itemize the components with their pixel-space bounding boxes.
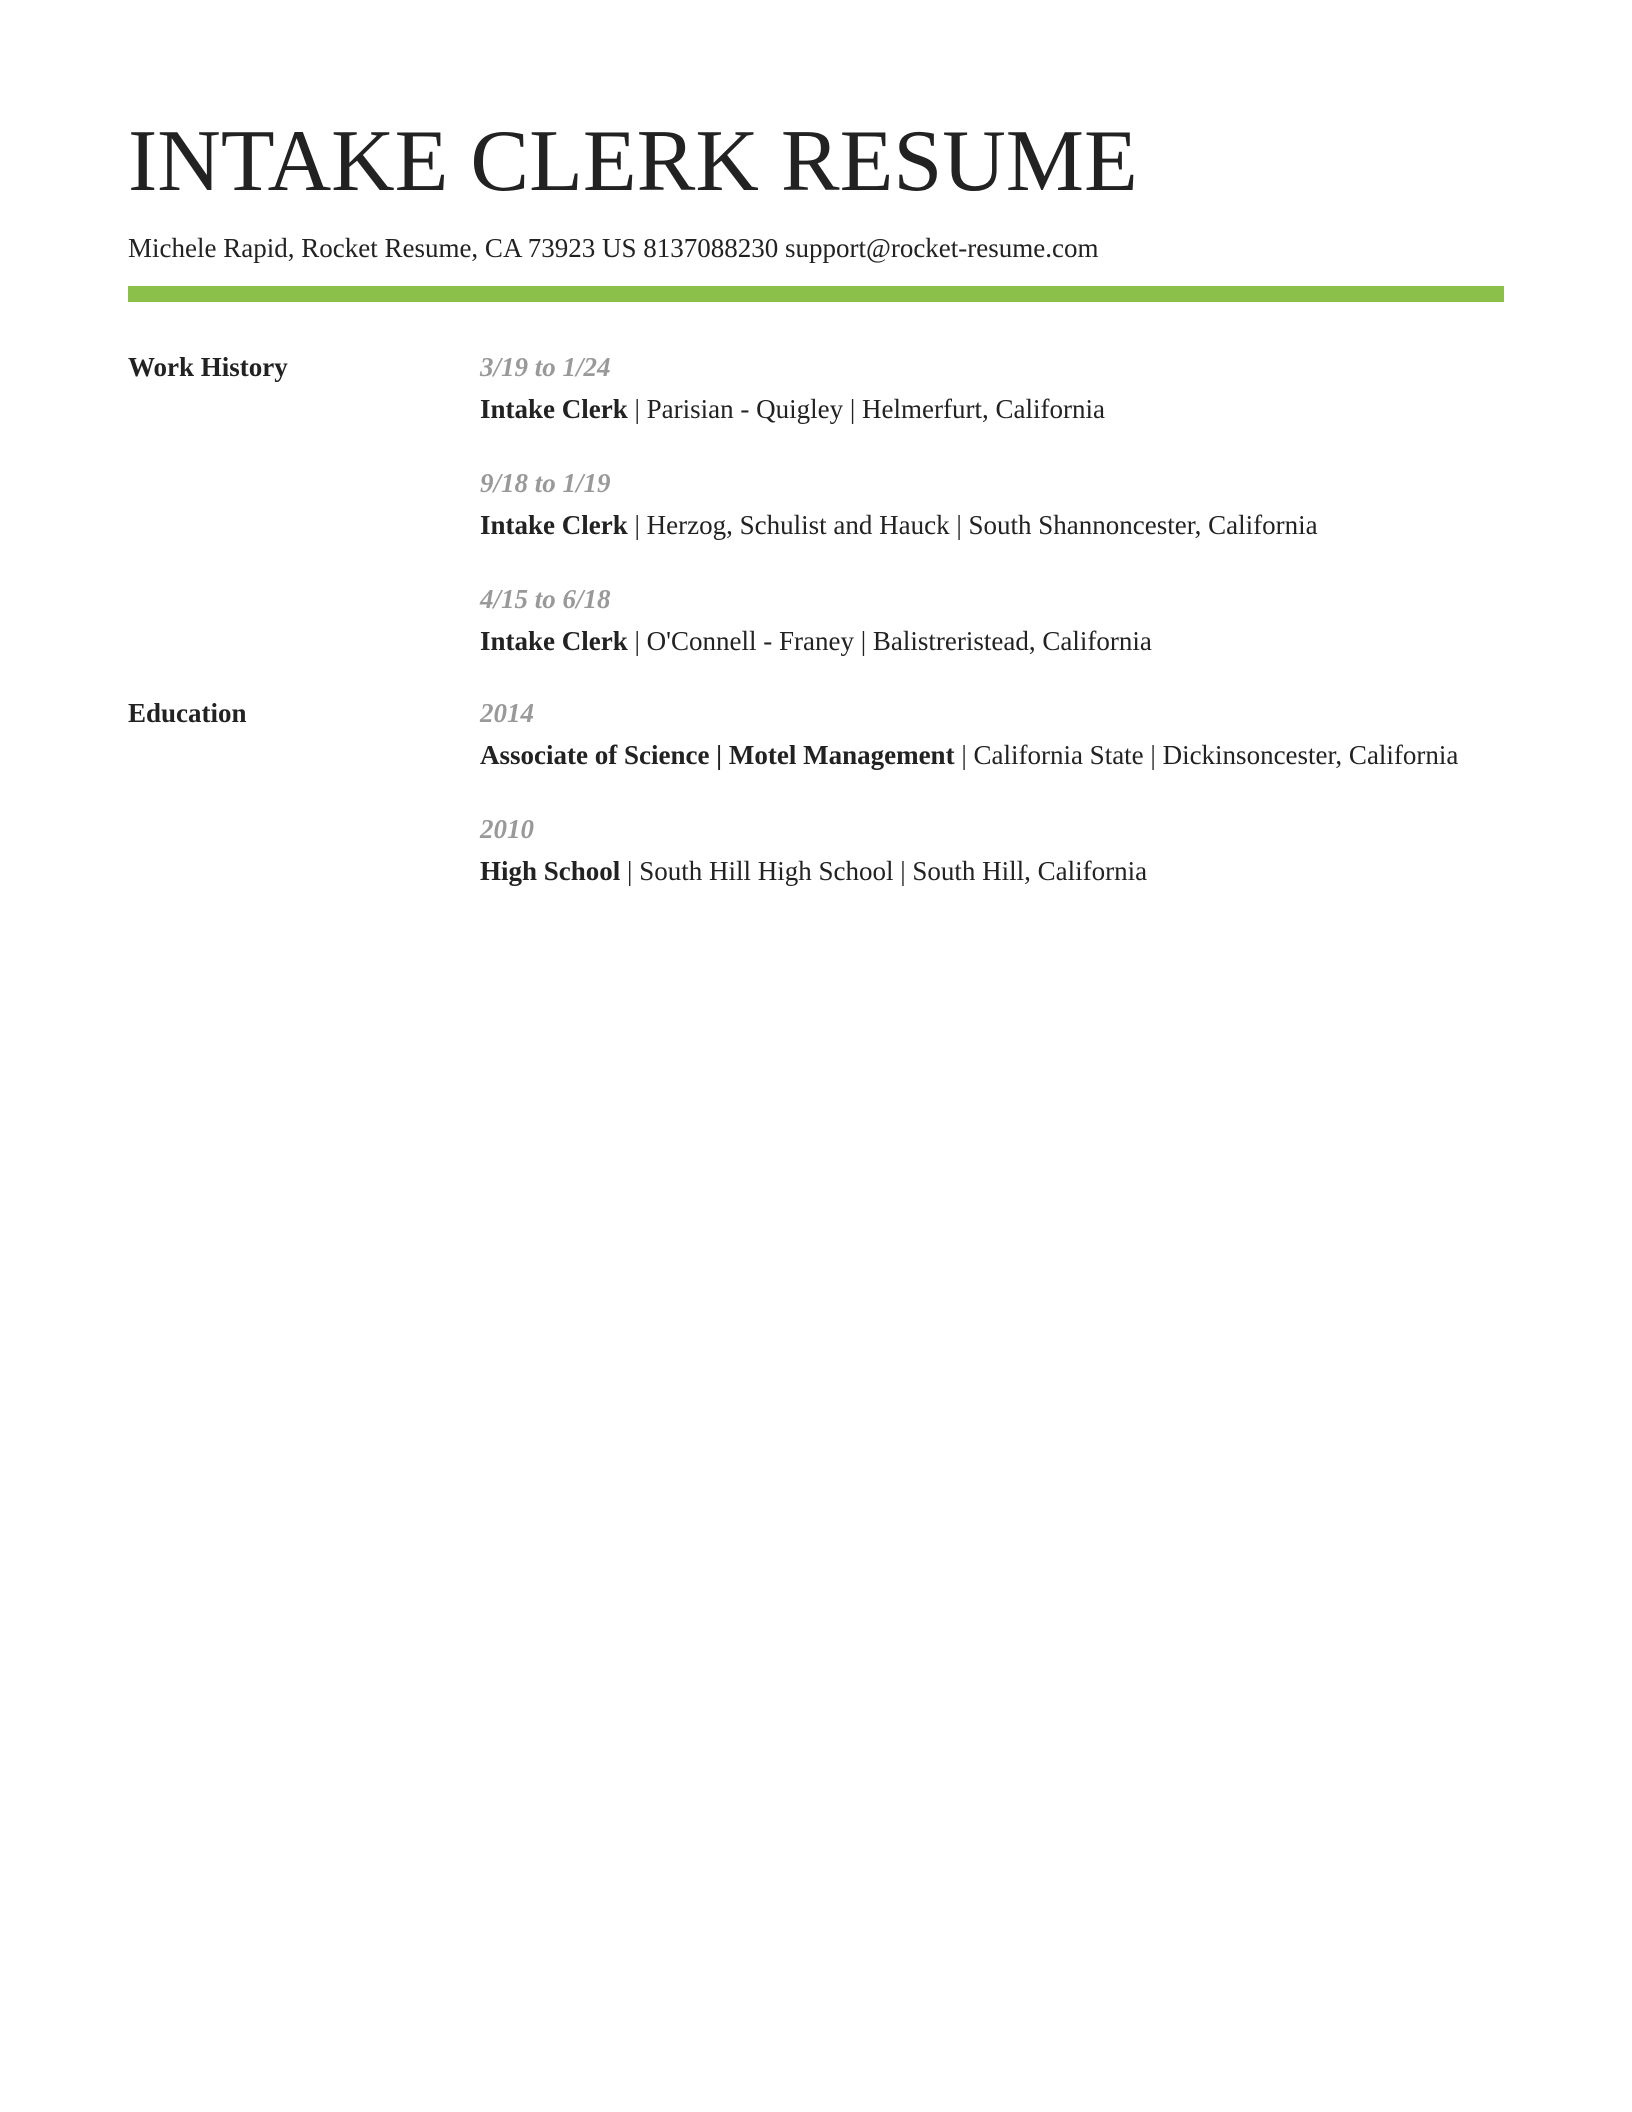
entry-date: 4/15 to 6/18 [480, 584, 611, 614]
entry-details: | Parisian - Quigley | Helmerfurt, California [627, 394, 1105, 424]
entry-title: Intake Clerk [480, 626, 628, 656]
entry-details: | California State | Dickinsoncester, California [954, 740, 1459, 770]
entry-title: Intake Clerk [480, 394, 628, 424]
education-entries [480, 692, 1490, 924]
work-entry [480, 578, 1490, 662]
entry-line [480, 388, 1490, 430]
accent-divider [128, 286, 1504, 302]
entry-title: Intake Clerk [480, 510, 628, 540]
entry-line [480, 850, 1490, 892]
entry-details: | O'Connell - Franey | Balistreristead, California [627, 626, 1152, 656]
work-entry [480, 462, 1490, 546]
section-label-education: Education [128, 698, 247, 728]
contact-name: Michele Rapid, [128, 233, 295, 263]
work-entry [480, 346, 1490, 430]
entry-line [480, 504, 1490, 546]
work-history-entries [480, 346, 1490, 694]
entry-date: 2014 [480, 698, 534, 728]
entry-date: 2010 [480, 814, 534, 844]
contact-phone: 8137088230 [643, 233, 779, 263]
entry-title: Associate of Science | Motel Management [480, 740, 955, 770]
entry-date: 9/18 to 1/19 [480, 468, 611, 498]
entry-line [480, 734, 1490, 776]
entry-line [480, 620, 1490, 662]
contact-address: Rocket Resume, CA 73923 US [301, 233, 637, 263]
section-label-work-history: Work History [128, 352, 288, 382]
entry-date: 3/19 to 1/24 [480, 352, 611, 382]
education-entry [480, 692, 1490, 776]
entry-details: | South Hill High School | South Hill, California [620, 856, 1148, 886]
entry-title: High School [480, 856, 621, 886]
resume-title: INTAKE CLERK RESUME [128, 113, 1138, 210]
entry-details: | Herzog, Schulist and Hauck | South Shannoncester, California [627, 510, 1318, 540]
education-entry [480, 808, 1490, 892]
contact-email: support@rocket-resume.com [784, 233, 1099, 263]
contact-line [128, 232, 1099, 264]
